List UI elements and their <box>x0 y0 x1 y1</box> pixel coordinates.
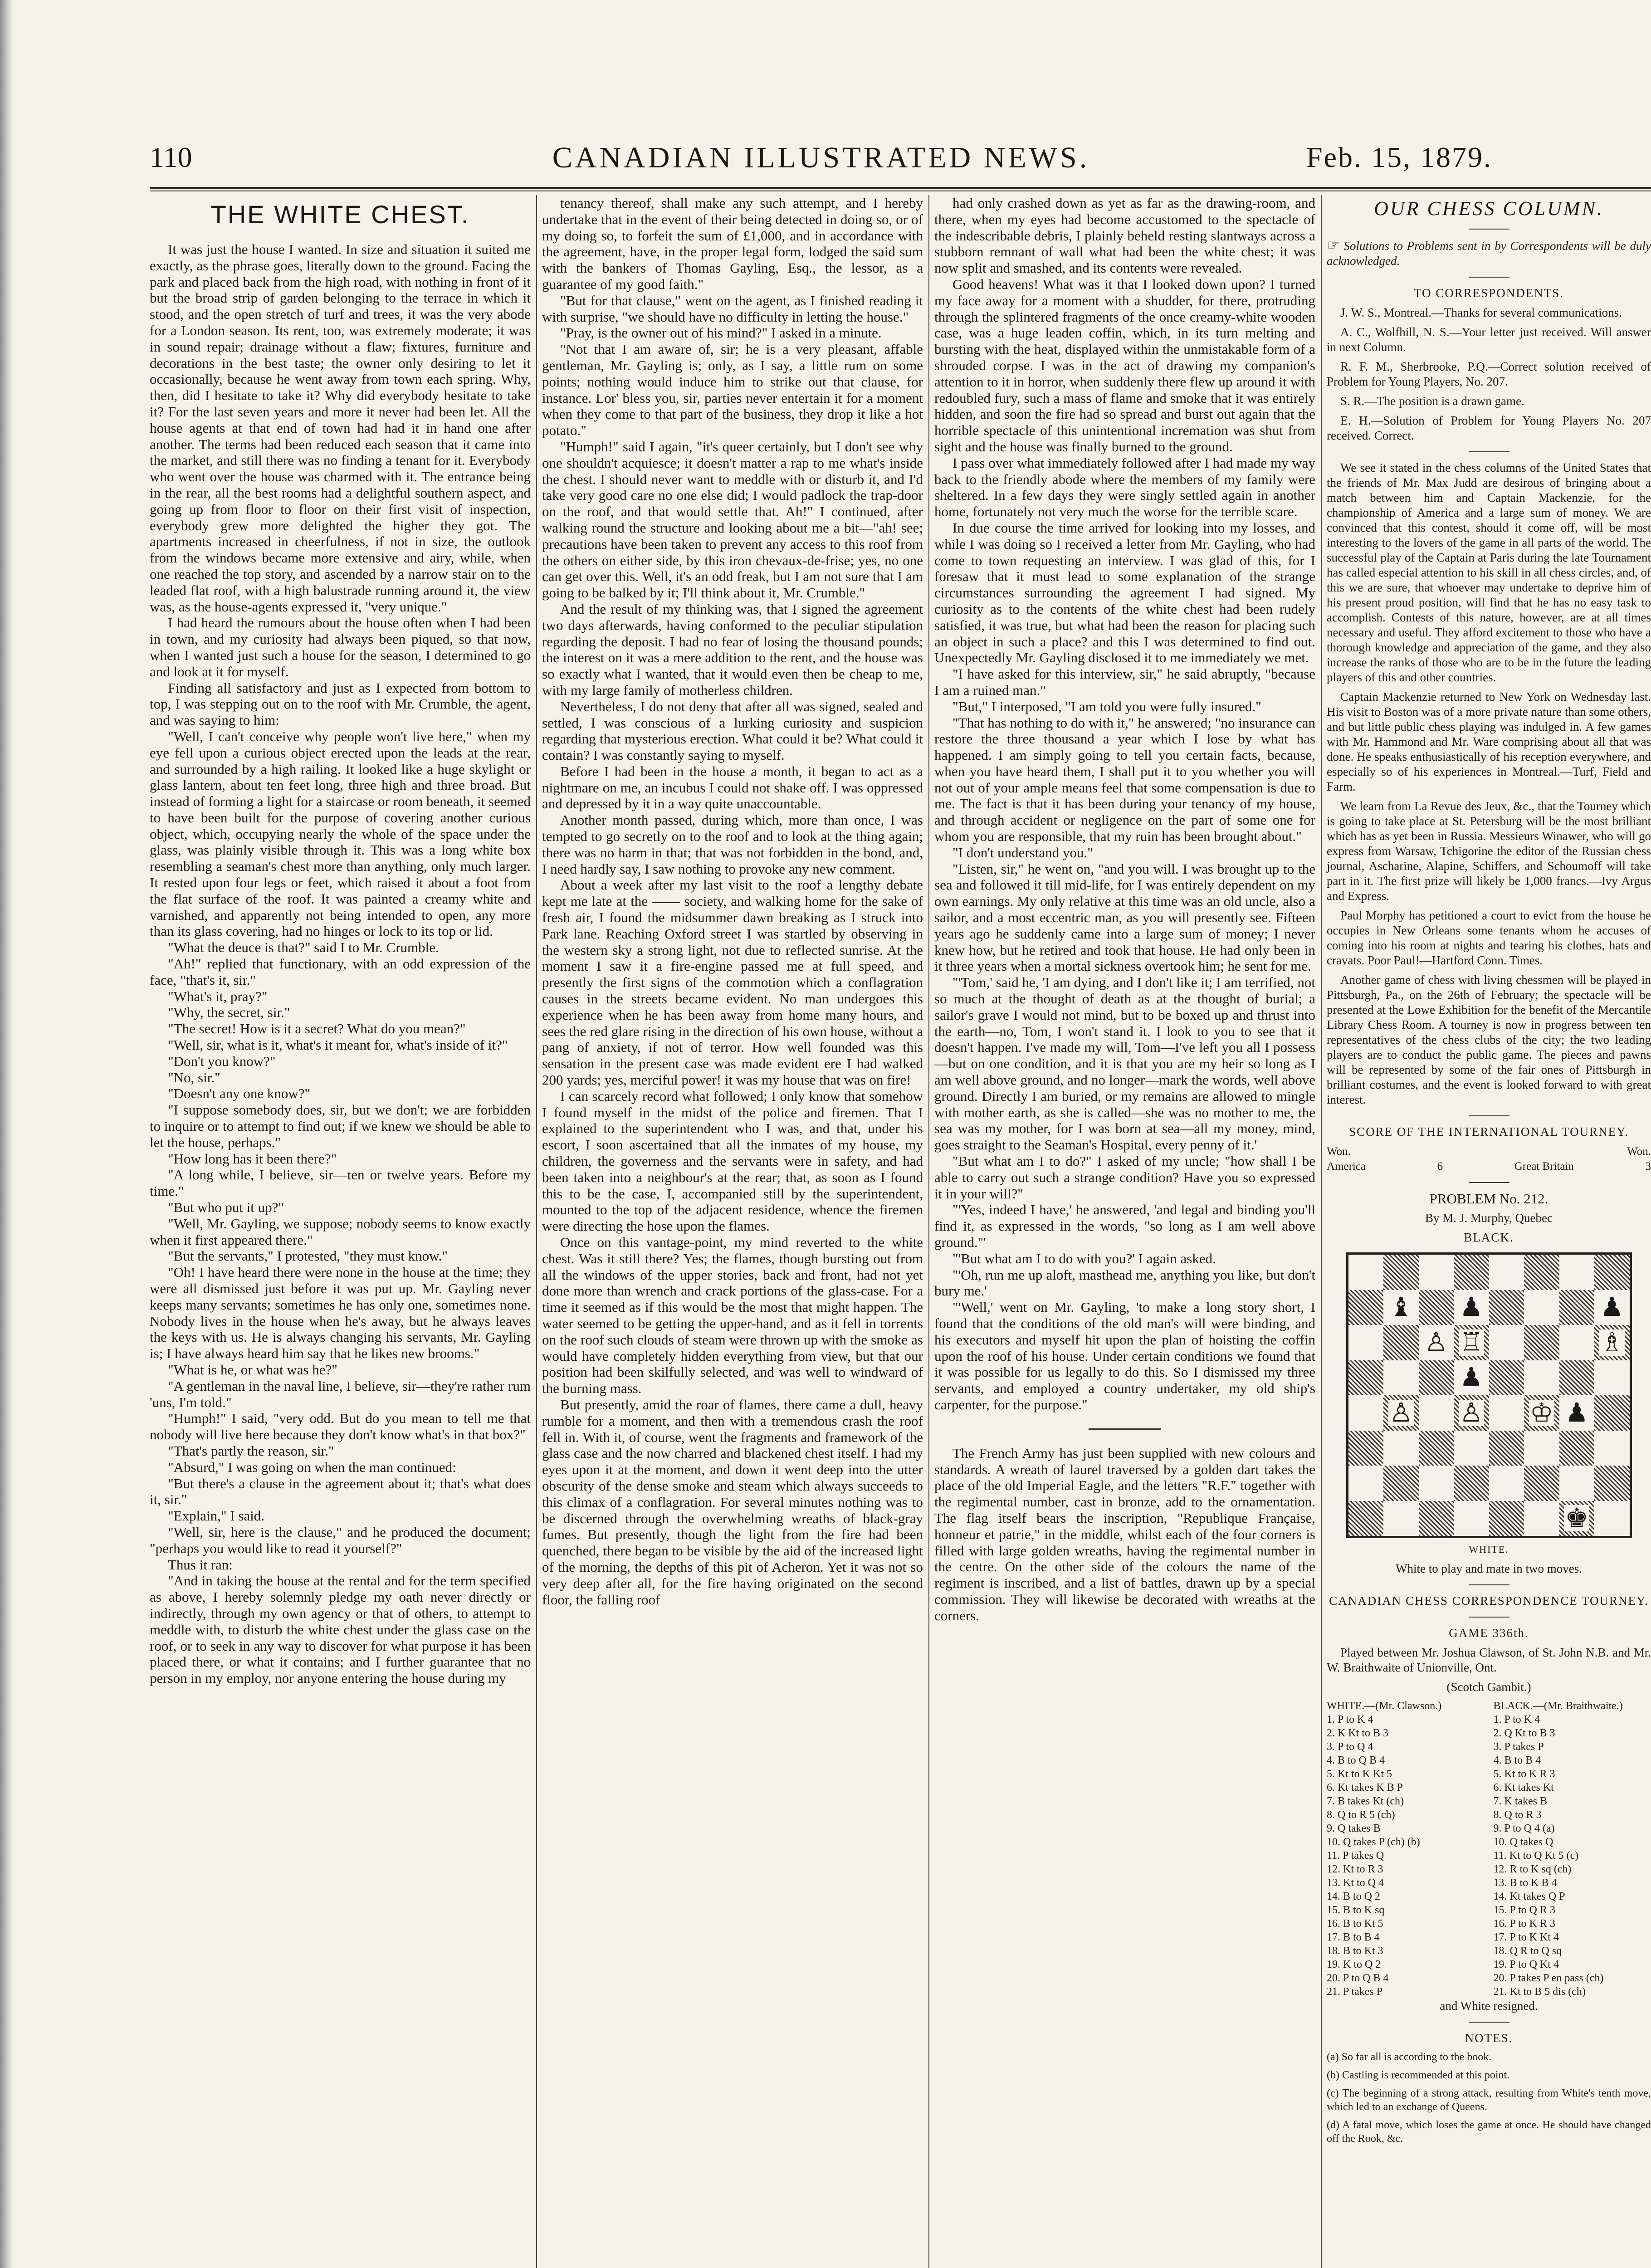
black-move: 8. Q to R 3 <box>1493 1809 1542 1821</box>
story-paragraph: "What's it, pray?" <box>168 988 268 1004</box>
game-note: (d) A fatal move, which loses the game at once. He should have changed off the Rook, &c. <box>1327 2119 1651 2145</box>
french-army-note: The French Army has just been supplied with new colours and standards. A wreath of laurel traversed by a golden dart takes the place of the old Imperial Eagle, and the letters "R.F." together with the regimental number, cast in bronze, add to the ornamentation. The flag itself bears the inscription, "Republique Française, honneur et patrie," in the middle, whilst each of the four corners is filled with large golden wreaths, having the regimental number in the centre. On the other side of the colours the name of the regiment is inscribed, and a list of battles, drawn up by a special commission. They will likewise be decorated with wreaths at the corners. <box>934 1445 1315 1623</box>
black-move: 17. P to K Kt 4 <box>1493 1931 1559 1943</box>
board-square <box>1454 1255 1489 1290</box>
story-paragraph: "'Tom,' said he, 'I am dying, and I don't like it; I am terrified, not so much at the thought of death as at the thought of burial; a sailor's grave I would not mind, but to be boxed up and thrust into the earth—no, Tom, I won't stand it. I look to you to see that it doesn't happen. I've made my will, Tom—I've left you all I possess—but on one condition, and it is that you are my heir so long as I am well above ground, and no longer—mark the words, well above ground. Directly I am buried, or my remains are allowed to mingle with mother earth, as she is called—she was no mother to me, the sea was my mother, for I was born at sea—all my money, mind, goes straight to the Seaman's Hospital, every penny of it.' <box>934 974 1315 1153</box>
board-square <box>1454 1466 1489 1501</box>
board-square <box>1594 1431 1630 1466</box>
story-paragraph: "But what am I to do?" I asked of my uncle; "how shall I be able to carry out such a strange condition? Have you so expressed it in your will?" <box>934 1153 1315 1202</box>
story-paragraph: In due course the time arrived for looking into my losses, and while I was doing so I received a letter from Mr. Gayling, who had come to town requesting an interview. I was glad of this, for I foresaw that it must lead to some explanation of the strange circumstances surrounding the agreement I had signed. My curiosity as to the contents of the white chest had been rudely satisfied, it was true, but what had been the reason for placing such an object in such a place? and this I was determined to find out. Unexpectedly Mr. Gayling disclosed it to me immediately we met. <box>934 519 1315 666</box>
story-paragraph: "'Well,' went on Mr. Gayling, 'to make a long story short, I found that the conditions of the old man's will were binding, and his executors and myself hit upon the plan of hoisting the coffin upon the roof of his house. Under certain conditions we found that it was possible for us legally to do this. So I dismissed my three servants, and employed a country undertaker, my old ship's carpenter, for the purpose." <box>934 1299 1315 1413</box>
white-move: 14. B to Q 2 <box>1327 1891 1381 1902</box>
board-square <box>1489 1395 1524 1431</box>
white-move: 10. Q takes P (ch) (b) <box>1327 1836 1420 1848</box>
board-square <box>1594 1395 1630 1431</box>
story-paragraph: "Oh! I have heard there were none in the house at the time; they were all dismissed just before it was put up. Mr. Gayling never keeps many servants; sometimes he has only one, sometimes none. Nobody lives in the house when he's away, but he always leaves the keys with us. He is always changing his servants, Mr. Gayling is; I have always heard him say that he likes new brooms." <box>150 1264 531 1362</box>
story-column-3 <box>934 195 1315 2268</box>
correspondent-reply: E. H.—Solution of Problem for Young Players No. 207 received. Correct. <box>1327 414 1651 442</box>
chess-news-paragraph: Captain Mackenzie returned to New York on Wednesday last. His visit to Boston was of a more private nature than some others, and but little public chess playing was indulged in. A few games with Mr. Hammond and Mr. Ware comprising about all that was done. He speaks enthusiastically of his reception everywhere, and especially so of his experiences in Montreal.—Turf, Field and Farm. <box>1327 690 1651 793</box>
black-move: 13. B to K B 4 <box>1493 1877 1557 1889</box>
story-paragraph: tenancy thereof, shall make any such attempt, and I hereby undertake that in the event of their being detected in doing so, or of my doing so, to forfeit the sum of £1,000, and in accordance with the agreement, have, in the proper legal form, lodged the said sum with the bankers of Thomas Gayling, Esq., the lessor, as a guarantee of my good faith." <box>542 195 923 292</box>
separator-rule <box>1089 1428 1161 1430</box>
story-paragraph: "Well, sir, what is it, what's it meant for, what's inside of it?" <box>168 1037 508 1053</box>
black-move: 2. Q Kt to B 3 <box>1493 1727 1555 1739</box>
black-move: 21. Kt to B 5 dis (ch) <box>1493 1986 1586 1998</box>
board-square <box>1348 1395 1384 1431</box>
score-left-team: America <box>1327 1160 1366 1173</box>
story-paragraph: "I suppose somebody does, sir, but we don't; we are forbidden to inquire or to attempt to find out; if we knew we should be able to let the house, perhaps." <box>150 1102 531 1150</box>
white-move: 13. Kt to Q 4 <box>1327 1877 1384 1889</box>
notes-heading: NOTES. <box>1465 2031 1513 2045</box>
story-paragraph: "That's partly the reason, sir." <box>168 1442 334 1459</box>
problem-caption: White to play and mate in two moves. <box>1396 1562 1582 1575</box>
story-paragraph: "'Yes, indeed I have,' he answered, 'and legal and binding you'll find it, as expressed in the words, "so long as I am well above ground."' <box>934 1202 1315 1250</box>
board-square <box>1419 1466 1454 1501</box>
board-square <box>1559 1431 1595 1466</box>
board-square <box>1594 1501 1630 1536</box>
black-move: 16. P to K R 3 <box>1493 1918 1555 1930</box>
score-right-team: Great Britain <box>1514 1160 1574 1173</box>
story-paragraph: "The secret! How is it a secret? What do you mean?" <box>168 1021 466 1037</box>
story-paragraph: Before I had been in the house a month, it began to act as a nightmare on me, an incubus I could not shake off. I was oppressed and depressed by it in a way quite unaccountable. <box>542 763 923 812</box>
story-paragraph: "But the servants," I protested, "they must know." <box>168 1248 448 1264</box>
board-square <box>1489 1360 1524 1396</box>
board-square <box>1559 1255 1595 1290</box>
black-move: 6. Kt takes Kt <box>1493 1782 1554 1794</box>
white-move: 9. Q takes B <box>1327 1823 1381 1834</box>
game-title: GAME 336th. <box>1449 1626 1529 1640</box>
white-move: 20. P to Q B 4 <box>1327 1972 1389 1984</box>
correspondent-reply: R. F. M., Sherbrooke, P.Q.—Correct solution received of Problem for Young Players, No. 207. <box>1327 360 1651 388</box>
board-square <box>1489 1501 1524 1536</box>
board-square <box>1524 1501 1559 1536</box>
black-move: 19. P to Q Kt 4 <box>1493 1959 1559 1970</box>
column-divider <box>928 195 929 2268</box>
separator-rule <box>1469 1182 1509 1183</box>
board-square <box>1419 1431 1454 1466</box>
story-paragraph: "A gentleman in the naval line, I believe, sir—they're rather rum 'uns, I'm told." <box>150 1378 531 1410</box>
problem-title: PROBLEM No. 212. <box>1429 1191 1548 1207</box>
black-move: 12. R to K sq (ch) <box>1493 1863 1572 1875</box>
move-list-header <box>1327 1699 1651 1713</box>
white-player-header: WHITE.—(Mr. Clawson.) <box>1327 1700 1442 1712</box>
problem-author: By M. J. Murphy, Quebec <box>1425 1211 1553 1225</box>
board-square <box>1348 1501 1384 1536</box>
board-square <box>1454 1325 1489 1360</box>
game-notes <box>1327 2050 1651 2146</box>
score-header-won-left: Won. <box>1327 1145 1351 1158</box>
black-move: 11. Kt to Q Kt 5 (c) <box>1493 1850 1579 1862</box>
chess-column-heading: OUR CHESS COLUMN. <box>1374 197 1604 220</box>
board-square <box>1383 1290 1419 1325</box>
correspondents-heading: TO CORRESPONDENTS. <box>1413 286 1564 300</box>
white-move: 2. K Kt to B 3 <box>1327 1727 1389 1739</box>
story-paragraph: "Well, Mr. Gayling, we suppose; nobody seems to know exactly when it first appeared there." <box>150 1215 531 1248</box>
board-square <box>1524 1290 1559 1325</box>
story-paragraph: Good heavens! What was it that I looked down upon? I turned my face away for a moment with a shudder, for there, protruding through the splintered fragments of the once creamy-white wooden case, was a huge leaden coffin, which, in its turn melting and bursting with the heat, displayed within the unmistakable form of a shrouded corpse. I was in the act of drawing my companion's attention to it in horror, when suddenly there flew up around it with redoubled fury, such a mass of flame and smoke that it was entirely hidden, and soon the fire had so spread and burst out again that the horrible spectacle of this unintentional incremation was shut from sight and the house was finally burned to the ground. <box>934 276 1315 455</box>
chess-piece-icon: ♙ <box>1424 1327 1448 1357</box>
board-square <box>1419 1360 1454 1396</box>
score-heading: SCORE OF THE INTERNATIONAL TOURNEY. <box>1349 1125 1629 1139</box>
chess-piece-icon: ♟ <box>1600 1292 1624 1322</box>
white-move: 7. B takes Kt (ch) <box>1327 1795 1404 1807</box>
black-move: 15. P to Q R 3 <box>1493 1904 1555 1916</box>
story-paragraph: "Ah!" replied that functionary, with an odd expression of the face, "that's it, sir." <box>150 956 531 988</box>
black-move: 10. Q takes Q <box>1493 1836 1553 1848</box>
board-square <box>1454 1431 1489 1466</box>
board-square <box>1559 1395 1595 1431</box>
board-square <box>1524 1395 1559 1431</box>
story-paragraph: "Well, I can't conceive why people won't live here," when my eye fell upon a curious object erected upon the leads at the rear, and surrounded by a high railing. It looked like a huge skylight or glass lantern, about ten feet long, three high and three broad. But instead of forming a light for a staircase or room beneath, it seemed to have been built for the purpose of covering another curious object, which, occupying nearly the whole of the space under the glass, was plainly visible through it. This was a long white box resembling a seaman's chest more than anything, only much larger. It rested upon four legs or feet, which raised it about a foot from the flat surface of the roof. It was painted a creamy white and varnished, and apparently not being intended to open, any more than its glass covering, had no hinges or lock to its top or lid. <box>150 728 531 939</box>
story-column-1 <box>150 195 531 2268</box>
game-note: (b) Castling is recommended at this point. <box>1327 2069 1510 2081</box>
chess-piece-icon: ♚ <box>1565 1503 1589 1533</box>
chess-piece-icon: ♗ <box>1600 1327 1624 1357</box>
black-player-header: BLACK.—(Mr. Braithwaite.) <box>1493 1700 1623 1712</box>
board-square <box>1559 1466 1595 1501</box>
chess-piece-icon: ♔ <box>1529 1398 1553 1427</box>
board-square <box>1348 1360 1384 1396</box>
story-paragraph: "But who put it up?" <box>168 1199 284 1216</box>
chess-news-paragraph: We learn from La Revue des Jeux, &c., that the Tourney which is going to take place at St. Petersburg will be the most brilliant which has as yet been in Russia. Messieurs Winawer, who will go express from Warsaw, Tchigorine the editor of the Russian chess journal, Ascharine, Alapine, Schiffers, and Schoumoff will take part in it. The first prize will likely be 1,000 francs.—Ivy Argus and Express. <box>1327 799 1651 903</box>
page-number: 110 <box>150 141 192 173</box>
chess-problem-board <box>1346 1252 1632 1538</box>
board-square <box>1419 1255 1454 1290</box>
separator-rule <box>1469 277 1509 278</box>
chess-news <box>1327 460 1651 1107</box>
black-move: 3. P takes P <box>1493 1741 1544 1753</box>
correspondent-reply: S. R.—The position is a drawn game. <box>1340 394 1524 408</box>
board-square <box>1559 1501 1595 1536</box>
story-paragraph: "A long while, I believe, sir—ten or twelve years. Before my time." <box>150 1167 531 1199</box>
game-note: (c) The beginning of a strong attack, resulting from White's tenth move, which led to an exchange of Queens. <box>1327 2087 1651 2113</box>
move-list <box>1327 1713 1651 1999</box>
story-paragraph: "Humph!" said I again, "it's queer certainly, but I don't see why one shouldn't acquiesce; it doesn't matter a rap to me what's inside the chest. I should never want to meddle with or disturb it, and I'd take very good care no one else did; I would padlock the trap-door on the roof, and that would settle that. Ah!" I continued, after walking round the structure and looking about me a bit—"ah! see; precautions have been taken to prevent any access to this roof from the others on either side, by this iron chevaux-de-frise; yes, no one can get over this. Well, it's an odd freak, but I am not sure that I am going to be balked by it; I'll think about it, Mr. Crumble." <box>542 438 923 601</box>
white-move: 21. P takes P <box>1327 1986 1383 1998</box>
story-paragraph: "I don't understand you." <box>952 844 1093 860</box>
board-square <box>1454 1501 1489 1536</box>
score-header-won-right: Won. <box>1627 1145 1651 1158</box>
white-move: 1. P to K 4 <box>1327 1714 1373 1725</box>
board-square <box>1383 1255 1419 1290</box>
black-move: 20. P takes P en pass (ch) <box>1493 1972 1604 1984</box>
story-column-3-body <box>934 195 1315 1413</box>
white-move: 11. P takes Q <box>1327 1850 1384 1862</box>
chess-piece-icon: ♝ <box>1389 1292 1413 1322</box>
correspondent-reply: J. W. S., Montreal.—Thanks for several communications. <box>1340 306 1622 319</box>
article-title: THE WHITE CHEST. <box>210 200 470 229</box>
column-divider <box>1321 195 1322 2268</box>
story-paragraph: "Explain," I said. <box>168 1508 264 1524</box>
board-square <box>1559 1290 1595 1325</box>
story-paragraph: But presently, amid the roar of flames, there came a dull, heavy rumble for a moment, and then with a tremendous crash the roof fell in. With it, of course, went the fragments and framework of the glass case and the now charred and blackened chest itself. I had my eyes upon it at the moment, and down it went deep into the utter obscurity of the dense smoke and steam which always succeeds to this climax of a conflagration. For several minutes nothing was to be discerned through the overwhelming wreaths of black-gray fumes. But presently, though the light from the fire had been quenched, there began to be visible by the aid of the increased light of the morning, the depths of this pit of Acheron. Yet it was not so very deep after all, for the fire having originated on the second floor, the falling roof <box>542 1396 923 1608</box>
story-paragraph: Once on this vantage-point, my mind reverted to the white chest. Was it still there? Yes; the flames, though bursting out from all the windows of the upper stories, back and front, had not yet done more than wrench and crack portions of the glass-case. For a time it seemed as if this would be the most that might happen. The water seemed to be getting the upper-hand, and as it fell in torrents on the roof such clouds of steam were thrown up with the smoke as would have completely hidden everything from view, but that our position had been skilfully selected, and was well to windward of the burning mass. <box>542 1234 923 1397</box>
separator-rule <box>1469 2022 1509 2023</box>
game-note: (a) So far all is according to the book. <box>1327 2051 1492 2063</box>
story-paragraph: "'Oh, run me up aloft, masthead me, anything you like, but don't bury me.' <box>934 1266 1315 1299</box>
board-square <box>1559 1360 1595 1396</box>
column-divider <box>536 195 537 2268</box>
chess-news-paragraph: We see it stated in the chess columns of the United States that the friends of Mr. Max Judd are desirous of bringing about a match between him and Captain Mackenzie, for the championship of America and a large sum of money. We are convinced that this contest, should it come off, will be most interesting to the lovers of the game in all parts of the world. The successful play of the Captain at Paris during the late Tournament has called especial attention to his skill in all chess circles, and, of this we are sure, that whoever may undertake to deprive him of his present proud position, will find that he has no easy task to accomplish. Contests of this nature, however, are at all times necessary and useful. They afford excitement to those who have a thorough knowledge and appreciation of the game, and they also increase the ranks of those who are to be in the future the leading players of this and other countries. <box>1327 461 1651 684</box>
board-square <box>1594 1290 1630 1325</box>
story-paragraph: "That has nothing to do with it," he answered; "no insurance can restore the three thousand a year which I lose by what has happened. I am simply going to tell you certain facts, because, when you have heard them, I shall put it to you whether you will not out of your ample means feel that some compensation is due to me. The fact is that it has been during your tenancy of my house, and through accident or negligence on the part of some one for whom you are responsible, that my ruin has been brought about." <box>934 714 1315 845</box>
score-right-won: 3 <box>1645 1160 1651 1173</box>
page-binding-edge <box>0 0 13 2268</box>
white-move: 16. B to Kt 5 <box>1327 1918 1383 1930</box>
chess-piece-icon: ♟ <box>1565 1398 1589 1427</box>
chess-notice <box>1327 238 1651 269</box>
board-square <box>1524 1325 1559 1360</box>
story-paragraph: "How long has it been there?" <box>168 1150 337 1167</box>
story-paragraph: I had heard the rumours about the house often when I had been in town, and my curiosity had always been piqued, so that now, when I wanted just such a house for the season, I determined to go and look at it for myself. <box>150 615 531 679</box>
story-paragraph: "'But what am I to do with you?' I again asked. <box>952 1250 1216 1266</box>
chess-piece-icon: ♙ <box>1459 1398 1483 1427</box>
separator-rule <box>1469 229 1509 230</box>
board-square <box>1383 1431 1419 1466</box>
separator-rule <box>1469 1584 1509 1585</box>
white-label: WHITE. <box>1469 1544 1509 1555</box>
board-square <box>1559 1325 1595 1360</box>
story-paragraph: "Doesn't any one know?" <box>168 1085 311 1102</box>
masthead <box>150 136 1492 191</box>
white-move: 4. B to Q B 4 <box>1327 1755 1385 1766</box>
board-square <box>1524 1466 1559 1501</box>
black-move: 1. P to K 4 <box>1493 1714 1540 1725</box>
story-column-2-body <box>542 195 923 1608</box>
white-move: 3. P to Q 4 <box>1327 1741 1373 1753</box>
chess-notice-text: Solutions to Problems sent in by Correspondents will be duly acknowledged. <box>1327 239 1651 268</box>
board-square <box>1594 1466 1630 1501</box>
score-row <box>1327 1159 1651 1174</box>
story-paragraph: "Not that I am aware of, sir; he is a very pleasant, affable gentleman, Mr. Gayling is; only, as I say, a little rum on some points; nothing would induce him to strike out that clause, for instance. Lor' bless you, sir, parties never entertain it for a moment when they come to that part of the business, they drop it like a hot potato." <box>542 341 923 439</box>
black-move: 18. Q R to Q sq <box>1493 1945 1562 1957</box>
white-move: 18. B to Kt 3 <box>1327 1945 1383 1957</box>
story-paragraph: "Humph!" I said, "very odd. But do you mean to tell me that nobody will live here because they don't know what's in that box?" <box>150 1410 531 1443</box>
board-square <box>1489 1325 1524 1360</box>
game-result: and White resigned. <box>1440 1999 1538 2013</box>
story-paragraph: "And in taking the house at the rental and for the term specified as above, I hereby solemnly pledge my oath never directly or indirectly, through my own agency or that of others, to attempt to meddle with, to disturb the white chest under the glass case on the roof, or to seek in any way to discover for what purpose it has been placed there, or what it contains; and I further guarantee that no person in my employ, nor anyone entering the house during my <box>150 1573 531 1686</box>
black-move: 9. P to Q 4 (a) <box>1493 1823 1555 1834</box>
story-paragraph: "But for that clause," went on the agent, as I finished reading it with surprise, "we should have no difficulty in letting the house." <box>542 292 923 325</box>
story-column-1-body <box>150 241 531 1686</box>
issue-date: Feb. 15, 1879. <box>1306 141 1492 173</box>
tourney-heading: CANADIAN CHESS CORRESPONDENCE TOURNEY. <box>1329 1594 1649 1608</box>
publication-title: CANADIAN ILLUSTRATED NEWS. <box>552 141 1090 174</box>
board-square <box>1383 1501 1419 1536</box>
chess-piece-icon: ♟ <box>1459 1292 1483 1322</box>
board-square <box>1419 1290 1454 1325</box>
correspondent-reply: A. C., Wolfhill, N. S.—Your letter just received. Will answer in next Column. <box>1327 325 1651 354</box>
opening-name: (Scotch Gambit.) <box>1446 1680 1531 1694</box>
board-square <box>1348 1431 1384 1466</box>
story-paragraph: "But," I interposed, "I am told you were fully insured." <box>952 698 1261 714</box>
board-square <box>1383 1325 1419 1360</box>
story-paragraph: It was just the house I wanted. In size and situation it suited me exactly, as the phrase goes, literally down to the ground. Facing the park and placed back from the high road, with nothing in front of it but the broad strip of garden belonging to the terrace in which it stood, and the open stretch of turf and trees, it was the very abode for a London season. Its rent, too, was extremely moderate; it was in sound repair; drainage without a flaw; fixtures, furniture and decorations in the best taste; the owner only desiring to let it occasionally, because he went away from town each spring. Why, then, did I hesitate to take it? Why did everybody hesitate to take it? For the last seven years and more it never had been let. All the house agents at that end of town had had it in hand one after another. The terms had been reduced each season that it came into the market, and still there was no finding a tenant for it. Everybody who went over the house was charmed with it. The entrance being in the rear, all the best rooms had a delightful southern aspect, and going up from floor to floor on their first visit of inspection, everybody grew more delighted the higher they got. The apartments increased in cheerfulness, if not in size, the outlook from the windows became more extensive and airy, while, when one reached the top story, and ascended by a narrow stair on to the leaded flat roof, with a high balustrade running around it, the view was, as the house-agents expressed it, "very unique." <box>150 241 531 615</box>
board-square <box>1419 1501 1454 1536</box>
board-square <box>1489 1255 1524 1290</box>
story-paragraph: I can scarcely record what followed; I only know that somehow I found myself in the midst of the police and firemen. That I explained to the superintendent who I was, and that, under his escort, I soon ascertained that all the inmates of my house, my children, the governess and the servants were in safety, and had been taken into a neighbour's at the rear; that, as soon as I found this to be the case, I, accompanied still by the superintendent, mounted to the top of the adjacent residence, whence the firemen were directing the hose upon the flames. <box>542 1088 923 1234</box>
board-square <box>1594 1360 1630 1396</box>
black-move: 5. Kt to K R 3 <box>1493 1768 1555 1780</box>
story-paragraph: "Well, sir, here is the clause," and he produced the document; "perhaps you would like to read it yourself?" <box>150 1524 531 1556</box>
black-label: BLACK. <box>1464 1231 1514 1244</box>
black-move: 7. K takes B <box>1493 1795 1548 1807</box>
chess-piece-icon: ♟ <box>1459 1363 1483 1393</box>
correspondents-list <box>1327 305 1651 443</box>
chess-news-paragraph: Paul Morphy has petitioned a court to evict from the house he occupies in New Orleans some tenants whom he accuses of coming into his room at nights and tearing his clothes, hats and cravats. Poor Paul!—Hartford Conn. Times. <box>1327 909 1651 967</box>
story-paragraph: "What the deuce is that?" said I to Mr. Crumble. <box>168 939 439 956</box>
story-paragraph: "Absurd," I was going on when the man continued: <box>168 1459 456 1475</box>
story-paragraph: Thus it ran: <box>168 1556 233 1573</box>
white-move: 5. Kt to K Kt 5 <box>1327 1768 1392 1780</box>
board-square <box>1489 1290 1524 1325</box>
story-paragraph: "Why, the secret, sir." <box>168 1004 290 1021</box>
board-square <box>1419 1325 1454 1360</box>
header-rule <box>150 187 1651 189</box>
board-square <box>1383 1395 1419 1431</box>
separator-rule <box>1469 1617 1509 1618</box>
board-square <box>1348 1290 1384 1325</box>
chess-column <box>1327 195 1651 2268</box>
board-square <box>1524 1431 1559 1466</box>
board-square <box>1524 1360 1559 1396</box>
pointing-hand-icon: ☞ <box>1327 237 1340 253</box>
story-paragraph: About a week after my last visit to the roof a lengthy debate kept me late at the —— society, and walking home for the sake of fresh air, I found the midsummer dawn breaking as I struck into Park lane. Reaching Oxford street I was startled by observing in the western sky a strong light, not due to reflected sunrise. At the moment I saw it a fire-engine passed me at full speed, and presently the first signs of the commotion which a conflagration causes in the streets became evident. No man undergoes this experience when he has been away from home many hours, and sees the red glare rising in the direction of his own house, without a pang of anxiety, if not of terror. How well founded was this sensation in the present case was made evident ere I had walked 200 yards; yes, merciful power! it was my house that was on fire! <box>542 877 923 1088</box>
score-table <box>1327 1144 1651 1159</box>
story-paragraph: "But there's a clause in the agreement about it; that's what does it, sir." <box>150 1475 531 1508</box>
chess-news-paragraph: Another game of chess with living chessmen will be played in Pittsburgh, Pa., on the 26th of February; the spectacle will be presented at the Lowe Exhibition for the benefit of the Mercantile Library Chess Room. A tourney is now in progress between ten representatives of the chess clubs of the city; the two leading players are to conduct the public game. The pieces and pawns will be represented by some of the fair ones of Pittsburgh in brilliant costumes, and the event is looked forward to with great interest. <box>1327 973 1651 1106</box>
story-paragraph: I pass over what immediately followed after I had made my way back to the friendly abode where the members of my family were sheltered. In a few days they were singly settled again in another home, fortunately not very much the worse for the terrible scare. <box>934 455 1315 520</box>
board-square <box>1383 1466 1419 1501</box>
story-column-2 <box>542 195 923 2268</box>
board-square <box>1348 1255 1384 1290</box>
board-square <box>1594 1325 1630 1360</box>
story-paragraph: "Don't you know?" <box>168 1053 276 1069</box>
game-intro: Played between Mr. Joshua Clawson, of St. John N.B. and Mr. W. Braithwaite of Unionville, Ont. <box>1327 1646 1651 1674</box>
board-square <box>1454 1360 1489 1396</box>
board-square <box>1419 1395 1454 1431</box>
separator-rule <box>1469 451 1509 452</box>
story-paragraph: "What is he, or what was he?" <box>168 1361 337 1378</box>
board-square <box>1489 1431 1524 1466</box>
board-square <box>1348 1325 1384 1360</box>
board-square <box>1454 1290 1489 1325</box>
story-paragraph: Nevertheless, I do not deny that after all was signed, sealed and settled, I was conscious of a lurking curiosity and suspicion regarding that mysterious erection. What could it be? What could it contain? I was constantly saying to myself. <box>542 698 923 763</box>
board-square <box>1348 1466 1384 1501</box>
story-paragraph: Finding all satisfactory and just as I expected from bottom to top, I was stepping out on to the roof with Mr. Crumble, the agent, and was saying to him: <box>150 679 531 728</box>
white-move: 6. Kt takes K B P <box>1327 1782 1403 1794</box>
white-move: 8. Q to R 5 (ch) <box>1327 1809 1395 1821</box>
board-square <box>1489 1466 1524 1501</box>
board-square <box>1454 1395 1489 1431</box>
story-paragraph: "No, sir." <box>168 1069 220 1085</box>
black-move: 4. B to B 4 <box>1493 1755 1541 1766</box>
white-move: 15. B to K sq <box>1327 1904 1385 1916</box>
chess-piece-icon: ♖ <box>1459 1327 1483 1357</box>
black-move: 14. Kt takes Q P <box>1493 1891 1565 1902</box>
board-square <box>1594 1255 1630 1290</box>
score-left-won: 6 <box>1437 1160 1443 1173</box>
chess-piece-icon: ♙ <box>1389 1398 1413 1427</box>
white-move: 12. Kt to R 3 <box>1327 1863 1383 1875</box>
white-move: 19. K to Q 2 <box>1327 1959 1381 1970</box>
story-paragraph: "Listen, sir," he went on, "and you will. I was brought up to the sea and followed it till mid-life, for I was entirely dependent on my own earnings. My only relative at this time was an old uncle, also a sailor, and a most eccentric man, as you will presently see. Fifteen years ago he suddenly came into a large sum of money; I never knew how, but he retired and took that house. He had only been in it three years when a mortal sickness overtook him; he sent for me. <box>934 860 1315 974</box>
board-square <box>1524 1255 1559 1290</box>
board-square <box>1383 1360 1419 1396</box>
story-paragraph: And the result of my thinking was, that I signed the agreement two days afterwards, having conformed to the peculiar stipulation regarding the deposit. I had no fear of losing the thousand pounds; the interest on it was a mere addition to the rent, and the house was so exactly what I wanted, that it would even then be cheap to me, with my large family of motherless children. <box>542 601 923 698</box>
story-paragraph: Another month passed, during which, more than once, I was tempted to go secretly on to the roof and to look at the thing again; there was no harm in that; that was not forbidden in the bond, and, I need hardly say, I saw nothing to provoke any new comment. <box>542 812 923 877</box>
story-paragraph: "I have asked for this interview, sir," he said abruptly, "because I am a ruined man." <box>934 666 1315 698</box>
story-paragraph: had only crashed down as yet as far as the drawing-room, and there, when my eyes had become accustomed to the spectacle of the indescribable debris, I plainly beheld resting slantways across a stubborn remnant of wall what had been the white chest; it was now split and smashed, and its contents were revealed. <box>934 195 1315 276</box>
story-paragraph: "Pray, is the owner out of his mind?" I asked in a minute. <box>560 325 882 341</box>
white-move: 17. B to B 4 <box>1327 1931 1380 1943</box>
separator-rule <box>1469 1115 1509 1116</box>
